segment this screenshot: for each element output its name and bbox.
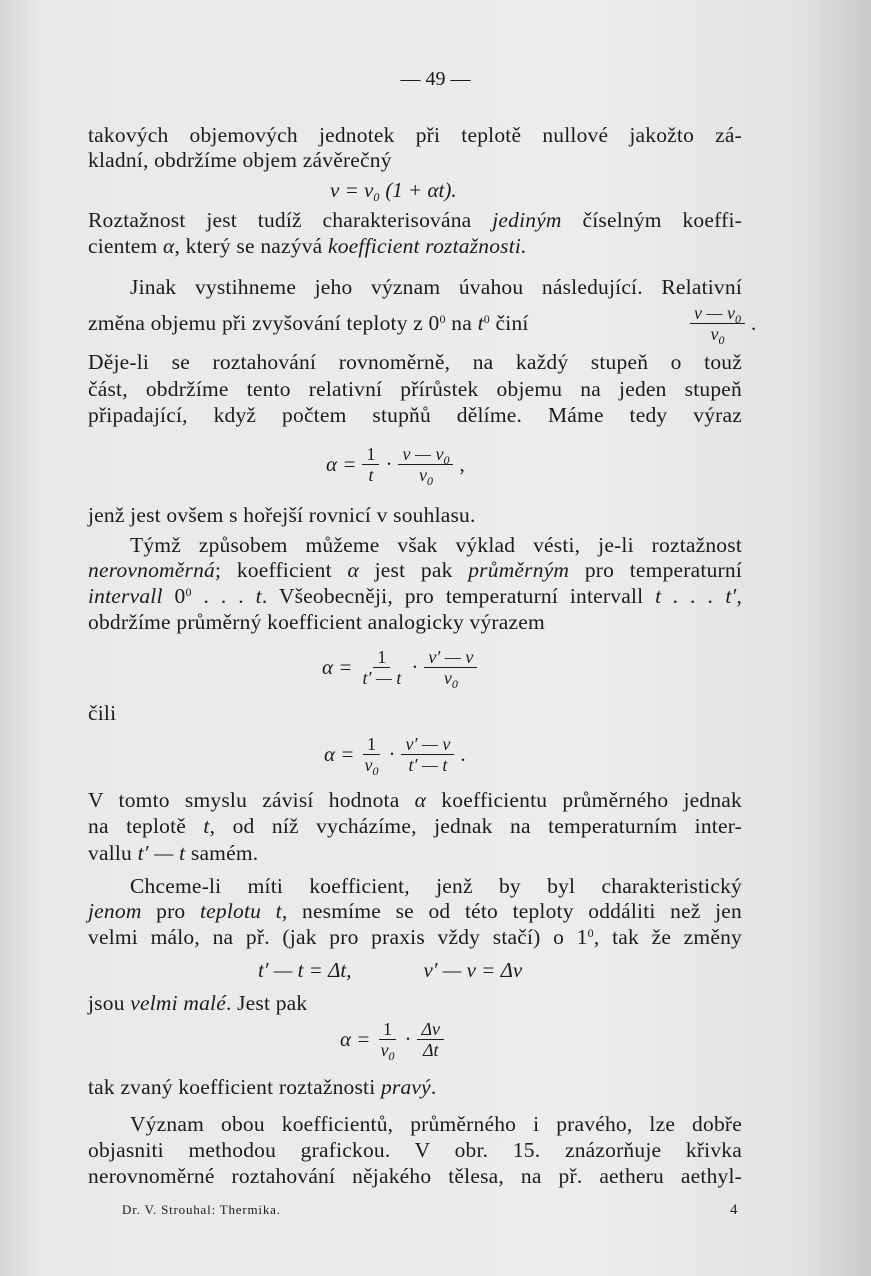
text-run: . . . (191, 584, 256, 608)
frac-num: v — v (694, 303, 735, 323)
text-run: samém. (185, 841, 259, 865)
superscript: 0 (587, 926, 594, 940)
text-line (88, 1137, 742, 1163)
eq-lhs: α = (340, 1027, 371, 1051)
frac-den-sub: 0 (718, 333, 725, 347)
text-line (88, 813, 742, 839)
text-run: činí (489, 311, 529, 335)
emphasis-text: průměrným (468, 558, 570, 582)
text-line (88, 532, 742, 558)
text-run: Týmž způsobem můžeme však výklad vésti, je-li roztažnost (130, 533, 742, 557)
text-run: V tomto smyslu závisí hodnota (88, 788, 415, 812)
text-run: ; koefficient (215, 558, 348, 582)
text-run: Děje-li se roztahování rovnoměrně, na každý stupeň o touž (88, 350, 742, 374)
page-number: — 49 — (400, 68, 471, 90)
text-run: jsou (88, 991, 131, 1015)
text-line (88, 376, 742, 402)
text-run: Význam obou koefficientů, průměrného i pravého, lze dobře (130, 1112, 742, 1136)
text-run: Chceme-li míti koefficient, jenž by byl charakteristický (130, 874, 742, 898)
emphasis-text: α (414, 788, 427, 812)
frac-den: v (364, 755, 373, 775)
frac-num: v′ — v (424, 647, 477, 668)
equation-volume (330, 178, 457, 203)
emphasis-text: t (203, 814, 210, 838)
eq-lhs: α = (322, 655, 353, 679)
eq-dot: · (411, 655, 419, 679)
footer-signature: 4 (730, 1202, 739, 1218)
frac-num: v′ — v (401, 734, 454, 755)
text-run: takových objemových jednotek při teplotě nullové jakožto zá- (88, 123, 742, 147)
text-line (88, 700, 742, 726)
text-run: Jinak vystihneme jeho význam úvahou následující. Relativní (130, 275, 742, 299)
equation-deltas (258, 958, 522, 983)
frac-sub: 0 (443, 453, 450, 467)
text-line (88, 233, 742, 259)
text-run: . (430, 1075, 437, 1099)
text-run: obdržíme průměrný koefficient analogicky výrazem (88, 610, 545, 634)
text-run: tak zvaný koefficient roztažnosti (88, 1075, 381, 1099)
emphasis-text: t (477, 311, 484, 335)
text-run: velmi málo, na př. (jak pro praxis vždy stačí) o 1 (88, 925, 588, 949)
emphasis-text: jenom (88, 899, 142, 923)
text-run: jenž jest ovšem s hořejší rovnicí v souhlasu. (88, 503, 476, 527)
frac-num: Δv (417, 1019, 444, 1040)
text-run: . Všeobecněji, pro temperaturní intervall (261, 584, 656, 608)
frac-sub: 0 (426, 474, 433, 488)
frac-punct: . (750, 311, 757, 335)
text-line (88, 402, 742, 428)
eq-lhs: α = (324, 742, 355, 766)
eq-delta-v: v′ — v = Δv (423, 958, 523, 982)
eq-lhs: v = v (330, 178, 374, 202)
eq-dot: · (385, 452, 393, 476)
emphasis-text: velmi malé (130, 991, 226, 1015)
equation-alpha-uniform (326, 444, 465, 488)
text-line (88, 274, 742, 300)
emphasis-text: pravý (380, 1075, 431, 1099)
text-line (88, 1163, 742, 1189)
text-line (88, 310, 678, 336)
text-run: , (736, 584, 743, 608)
eq-delta-t: t′ — t = Δt, (258, 958, 352, 982)
text-line (88, 898, 742, 924)
superscript: 0 (185, 585, 192, 599)
frac-den: v (380, 1040, 389, 1060)
emphasis-text: nerovnoměrná (88, 558, 215, 582)
frac-den: v (710, 324, 719, 344)
text-run: pro temperaturní (569, 558, 742, 582)
eq-punct: , (459, 452, 465, 476)
equation-alpha-mean-alt (324, 734, 466, 778)
text-run: jest pak (358, 558, 469, 582)
emphasis-text: intervall (88, 584, 163, 608)
frac-sub: 0 (372, 764, 379, 778)
superscript: 0 (483, 312, 490, 326)
text-run: část, obdržíme tento relativní přírůstek objemu na jeden stupeň (88, 377, 742, 401)
text-run: na (445, 311, 478, 335)
emphasis-text: t . . . t′ (655, 584, 737, 608)
text-run: na teplotě (88, 814, 204, 838)
equation-alpha-mean (322, 647, 477, 691)
text-run: Roztažnost jest tudíž charakterisována (88, 208, 493, 232)
footer-book-title: Dr. V. Strouhal: Thermika. (122, 1202, 281, 1217)
text-line (88, 990, 742, 1016)
frac-sub: 0 (451, 677, 458, 691)
emphasis-text: α (163, 234, 175, 258)
eq-sub: 0 (373, 190, 380, 204)
text-line (88, 147, 742, 173)
text-line (88, 1074, 742, 1100)
text-line (88, 873, 742, 899)
eq-dot: · (404, 1027, 412, 1051)
text-line (88, 609, 742, 635)
frac-num: 1 (362, 444, 379, 465)
text-line (88, 1111, 742, 1137)
text-line (88, 924, 742, 950)
text-run: změna objemu při zvyšování teploty z 0 (88, 311, 440, 335)
emphasis-text: t (255, 584, 262, 608)
text-run: , tak že změny (593, 925, 742, 949)
eq-punct: . (460, 742, 466, 766)
text-run: , od níž vycházíme, jednak na temperaturním inter- (209, 814, 742, 838)
text-run: , nesmíme se od této teploty oddáliti než jen (281, 899, 742, 923)
frac-num: 1 (379, 1019, 396, 1040)
text-run: objasniti methodou grafickou. V obr. 15. znázorňuje křivka (88, 1138, 742, 1162)
text-line (88, 787, 742, 813)
text-run: číselným koeffi- (561, 208, 742, 232)
text-run: pro (141, 899, 200, 923)
text-run: cientem (88, 234, 164, 258)
frac-num: 1 (373, 647, 390, 668)
text-run: připadající, když počtem stupňů dělíme. Máme tedy výraz (88, 403, 742, 427)
frac-sub: 0 (388, 1049, 395, 1063)
text-line (88, 122, 742, 148)
text-run: kladní, obdržíme objem závěrečný (88, 148, 392, 172)
eq-rhs: (1 + αt). (385, 178, 457, 202)
equation-alpha-true (340, 1019, 444, 1063)
text-line (88, 349, 742, 375)
text-run: 0 (162, 584, 186, 608)
superscript: 0 (439, 312, 446, 326)
text-run: nerovnoměrné roztahování nějakého tělesa, na př. aetheru aethyl- (88, 1164, 742, 1188)
text-line (88, 840, 742, 866)
text-run: , který se nazývá (174, 234, 328, 258)
frac-den: Δt (422, 1040, 439, 1060)
frac-den: v (443, 668, 452, 688)
text-run: koefficientu průměrného jednak (426, 788, 742, 812)
frac-den: v (418, 465, 427, 485)
text-line (88, 502, 742, 528)
emphasis-text: α (347, 558, 359, 582)
emphasis-text: koefficient roztažnosti. (327, 234, 527, 258)
emphasis-text: teplotu t (199, 899, 282, 923)
text-run: čili (88, 701, 117, 725)
text-line (88, 207, 742, 233)
frac-den: t (368, 465, 374, 485)
frac-den: t′ — t (362, 668, 402, 688)
text-run: . Jest pak (225, 991, 308, 1015)
text-run: vallu (88, 841, 138, 865)
frac-num: 1 (363, 734, 380, 755)
eq-lhs: α = (326, 452, 357, 476)
frac-num-sub: 0 (734, 312, 741, 326)
inline-fraction (690, 303, 757, 347)
text-line (88, 557, 742, 583)
text-line (88, 583, 742, 609)
eq-dot: · (388, 742, 396, 766)
frac-num: v — v (402, 444, 444, 464)
emphasis-text: t′ — t (137, 841, 186, 865)
emphasis-text: jediným (492, 208, 562, 232)
frac-den: t′ — t (408, 755, 448, 775)
